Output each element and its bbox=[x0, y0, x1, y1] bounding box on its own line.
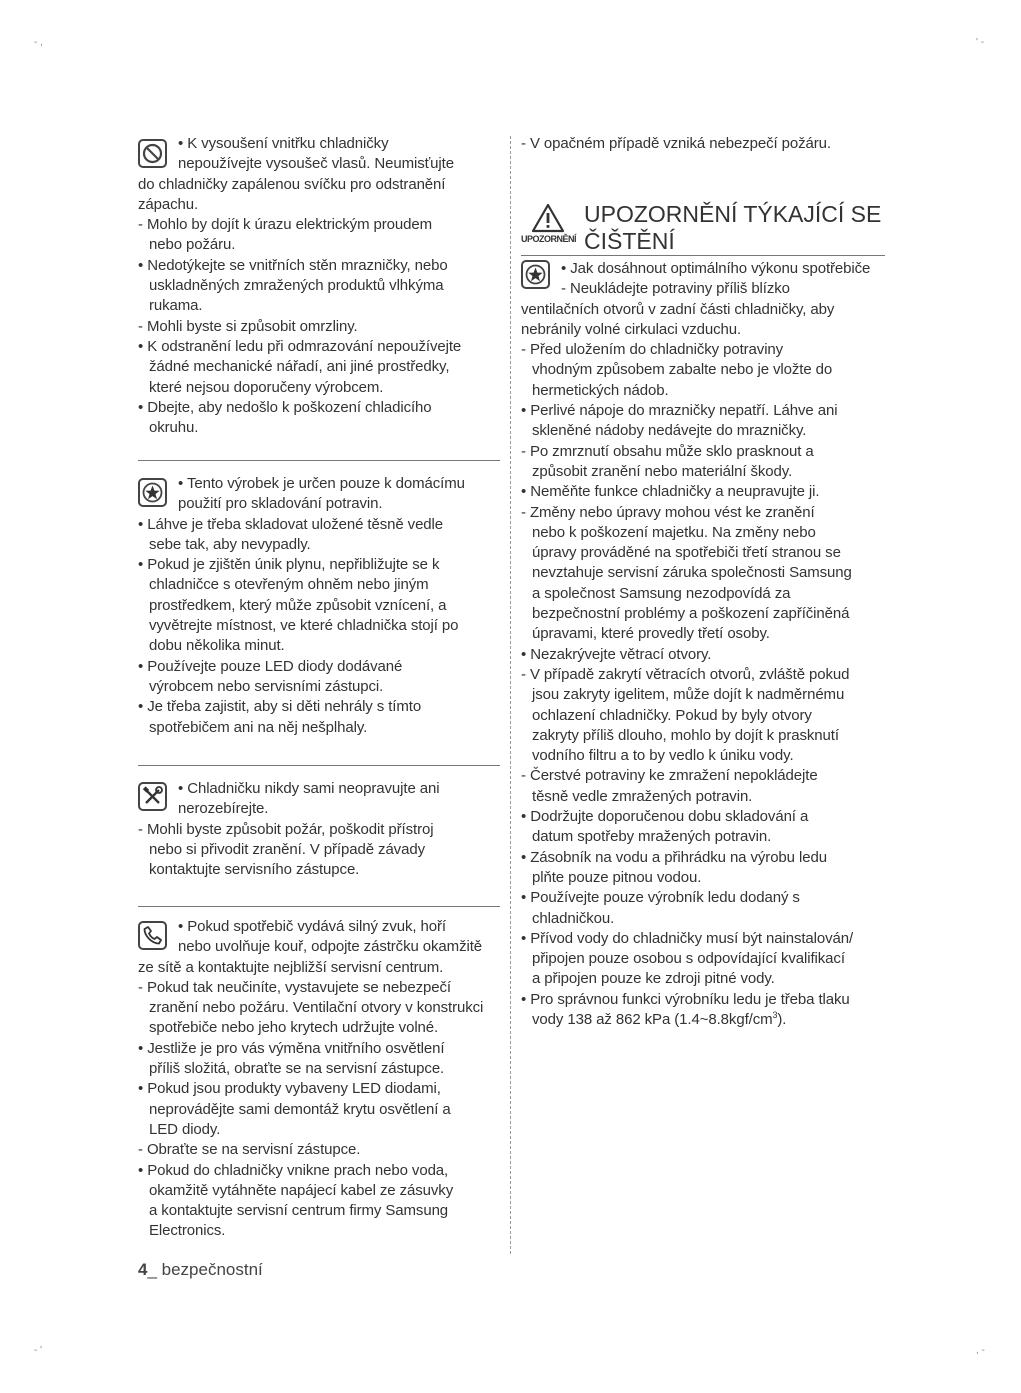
pressure-text-end: ). bbox=[777, 1010, 787, 1028]
text-line: • Perlivé nápoje do mrazničky nepatří. Láhve ani bbox=[521, 402, 838, 420]
text-line: do chladničky zapálenou svíčku pro odstranění bbox=[138, 175, 446, 193]
caution-heading bbox=[521, 197, 885, 256]
text-line: • Zásobník na vodu a přihrádku na výrobu ledu bbox=[521, 848, 827, 866]
text-line: neprovádějte sami demontáž krytu osvětlení a bbox=[149, 1100, 451, 1118]
text-line: • Pokud spotřebič vydává silný zvuk, hoří bbox=[178, 918, 446, 935]
text-line: vodního filtru a to by vedlo k úniku vody. bbox=[532, 747, 794, 765]
text-line: okamžitě vytáhněte napájecí kabel ze zásuvky bbox=[149, 1181, 454, 1199]
safety-block-disassemble bbox=[138, 766, 500, 906]
text-line: sebe tak, aby nevypadly. bbox=[149, 535, 311, 553]
text-line: Electronics. bbox=[149, 1222, 226, 1240]
pressure-text: vody 138 až 862 kPa (1.4~8.8kgf/cm bbox=[532, 1010, 773, 1028]
text-line: • Láhve je třeba skladovat uložené těsně vedle bbox=[138, 515, 444, 533]
text-line: a společnost Samsung nezodpovídá za bbox=[532, 584, 791, 602]
text-line: • Používejte pouze LED diody dodávané bbox=[138, 657, 403, 675]
text-line: • Je třeba zajistit, aby si děti nehrály s tímto bbox=[138, 698, 422, 716]
crop-mark-top-right: ' - bbox=[976, 37, 985, 48]
text-line: které nejsou doporučeny výrobcem. bbox=[149, 378, 384, 396]
text-line: ze sítě a kontaktujte nejbližší servisní centrum. bbox=[138, 958, 444, 976]
text-line: okruhu. bbox=[149, 419, 199, 437]
text-line: žádné mechanické nářadí, ani jiné prostředky, bbox=[149, 358, 450, 376]
text-line: ventilačních otvorů v zadní části chladničky, aby bbox=[521, 300, 835, 318]
section-title bbox=[584, 201, 881, 255]
text-line: - V případě zakrytí větracích otvorů, zvláště pokud bbox=[521, 665, 850, 683]
text-line: • Dbejte, aby nedošlo k poškození chladicího bbox=[138, 398, 432, 416]
warning-triangle-icon bbox=[531, 203, 565, 233]
footer-section: _ bezpečnostní bbox=[147, 1260, 263, 1279]
text-line: • Nezakrývejte větrací otvory. bbox=[521, 645, 712, 663]
cleaning-block bbox=[521, 259, 885, 1030]
text-line: prostředkem, který může způsobit vznícení, a bbox=[149, 596, 447, 614]
text-line: nebo požáru. bbox=[149, 236, 236, 254]
page-footer bbox=[138, 1260, 263, 1280]
section-title-line: UPOZORNĚNÍ TÝKAJÍCÍ SE bbox=[584, 201, 882, 227]
text-line: spotřebičem ani na něj nešplhaly. bbox=[149, 718, 368, 736]
text-line: nebránily volné cirkulaci vzduchu. bbox=[521, 320, 742, 338]
text-line: výrobcem nebo servisními zástupci. bbox=[149, 677, 384, 695]
text-line: • Přívod vody do chladničky musí být nainstalován/ bbox=[521, 929, 854, 947]
text-line: chladničce s otevřeným ohněm nebo jiným bbox=[149, 576, 429, 594]
text-line: úpravy prováděné na spotřebiči třetí stranou se bbox=[532, 544, 841, 562]
text-line: dobu několika minut. bbox=[149, 637, 285, 655]
column-divider bbox=[510, 136, 511, 1254]
text-line: • Dodržujte doporučenou dobu skladování a bbox=[521, 808, 809, 826]
text-line: těsně vedle zmražených potravin. bbox=[532, 787, 753, 805]
text-line: příliš složitá, obraťte se na servisní zástupce. bbox=[149, 1060, 445, 1078]
text-line: uskladněných zmražených produktů vlhkýma bbox=[149, 277, 444, 295]
text-line: nebo k poškození majetku. Na změny nebo bbox=[532, 523, 816, 541]
text-line: - Po zmrznutí obsahu může sklo prasknout a bbox=[521, 442, 814, 460]
text-line: • Nedotýkejte se vnitřních stěn mrazničky, nebo bbox=[138, 256, 448, 274]
phone-contact-icon bbox=[138, 921, 167, 950]
text-line: zápachu. bbox=[138, 195, 199, 213]
text-line: - Mohli byste způsobit požár, poškodit přístroj bbox=[138, 820, 434, 838]
text-line: úpravami, které provedly třetí osoby. bbox=[532, 625, 770, 643]
crop-mark-bottom-left: - ' bbox=[34, 1345, 43, 1356]
text-line: bezpečnostní problémy a poškození zapříčiněná bbox=[532, 605, 850, 623]
text-line: zakryty příliš dlouho, mohlo by dojít k prasknutí bbox=[532, 726, 839, 744]
superscript-exponent: 3 bbox=[772, 1009, 778, 1020]
text-line: vyvětrejte místnost, ve které chladnička stojí po bbox=[149, 617, 459, 635]
text-line: ochlazení chladničky. Pokud by byly otvory bbox=[532, 706, 812, 724]
text-line: rukama. bbox=[149, 297, 203, 315]
text-line: datum spotřeby mražených potravin. bbox=[532, 828, 772, 846]
text-line: a připojen pouze ke zdroji pitné vody. bbox=[532, 970, 775, 988]
crop-mark-bottom-right: , - bbox=[976, 1345, 985, 1356]
tools-do-not-disassemble-icon bbox=[138, 782, 167, 811]
text-line: nebo si přivodit zranění. V případě závady bbox=[149, 840, 425, 858]
text-line: skleněné nádoby nedávejte do mrazničky. bbox=[532, 422, 807, 440]
text-line: - Čerstvé potraviny ke zmražení nepokládejte bbox=[521, 767, 818, 785]
left-column bbox=[138, 134, 500, 1242]
text-line: nebo uvolňuje kouř, odpojte zástrčku okamžitě bbox=[178, 938, 483, 956]
text-line: - Neukládejte potraviny příliš blízko bbox=[561, 280, 790, 298]
text-line: • Pokud jsou produkty vybaveny LED diodami, bbox=[138, 1080, 441, 1098]
text-line: • Neměňte funkce chladničky a neupravujte ji. bbox=[521, 483, 820, 501]
text-line: spotřebiče nebo jeho krytech udržujte volné. bbox=[149, 1019, 439, 1037]
text-line: chladničkou. bbox=[532, 909, 615, 927]
text-line: kontaktujte servisního zástupce. bbox=[149, 861, 360, 879]
text-line: - Před uložením do chladničky potraviny bbox=[521, 341, 784, 359]
text-line: nevztahuje servisní záruka společnosti Samsung bbox=[532, 564, 852, 582]
text-line: způsobit zranění nebo materiální škody. bbox=[532, 462, 793, 480]
section-title-line: ČIŠTĚNÍ bbox=[584, 228, 675, 254]
text-line: • K odstranění ledu při odmrazování nepoužívejte bbox=[138, 337, 462, 355]
text-line: - Změny nebo úpravy mohou vést ke zranění bbox=[521, 503, 815, 521]
text-line: • Pokud je zjištěn únik plynu, nepřibližujte se k bbox=[138, 556, 440, 574]
text-line: nepoužívejte vysoušeč vlasů. Neumisťujte bbox=[178, 155, 454, 173]
text-line: hermetických nádob. bbox=[532, 381, 669, 399]
text-line: - V opačném případě vzniká nebezpečí požáru. bbox=[521, 135, 831, 152]
safety-block-note bbox=[138, 461, 500, 765]
star-note-icon bbox=[138, 478, 167, 507]
warning-caption: UPOZORNĚNÍ bbox=[521, 234, 577, 244]
text-line: a kontaktujte servisní centrum firmy Samsung bbox=[149, 1202, 449, 1220]
text-line-pressure bbox=[521, 1010, 885, 1030]
text-line: nerozebírejte. bbox=[178, 800, 269, 818]
text-line: • Používejte pouze výrobník ledu dodaný s bbox=[521, 889, 800, 907]
text-line: - Obraťte se na servisní zástupce. bbox=[138, 1141, 361, 1159]
text-line: • Jestliže je pro vás výměna vnitřního osvětlení bbox=[138, 1039, 445, 1057]
text-line: LED diody. bbox=[149, 1120, 221, 1138]
text-line: použití pro skladování potravin. bbox=[178, 495, 383, 513]
safety-block-service bbox=[138, 907, 500, 1242]
text-line: • Jak dosáhnout optimálního výkonu spotřebiče bbox=[561, 260, 871, 277]
text-line: - Pokud tak neučiníte, vystavujete se nebezpečí bbox=[138, 978, 451, 996]
text-line: - Mohlo by dojít k úrazu elektrickým proudem bbox=[138, 216, 433, 234]
page-number: 4 bbox=[138, 1260, 148, 1279]
safety-block-prohibited bbox=[138, 134, 500, 460]
text-line: • Chladničku nikdy sami neopravujte ani bbox=[178, 780, 440, 797]
text-line: zranění nebo požáru. Ventilační otvory v konstrukci bbox=[149, 999, 484, 1017]
text-line: jsou zakryty igelitem, může dojít k nadměrnému bbox=[532, 686, 845, 704]
text-line: plňte pouze pitnou vodou. bbox=[532, 868, 702, 886]
text-line: • Pokud do chladničky vnikne prach nebo voda, bbox=[138, 1161, 449, 1179]
prohibited-icon bbox=[138, 139, 167, 168]
text-line: • Pro správnou funkci výrobníku ledu je třeba tlaku bbox=[521, 990, 850, 1008]
text-line: - Mohli byste si způsobit omrzliny. bbox=[138, 317, 358, 335]
text-line: připojen pouze osobou s odpovídající kvalifikací bbox=[532, 950, 845, 968]
crop-mark-top-left: - , bbox=[34, 37, 43, 48]
text-line: • Tento výrobek je určen pouze k domácímu bbox=[178, 475, 465, 492]
star-note-icon bbox=[521, 260, 550, 289]
text-line: vhodným způsobem zabalte nebo je vložte do bbox=[532, 361, 833, 379]
text-line: • K vysoušení vnitřku chladničky bbox=[178, 135, 389, 152]
